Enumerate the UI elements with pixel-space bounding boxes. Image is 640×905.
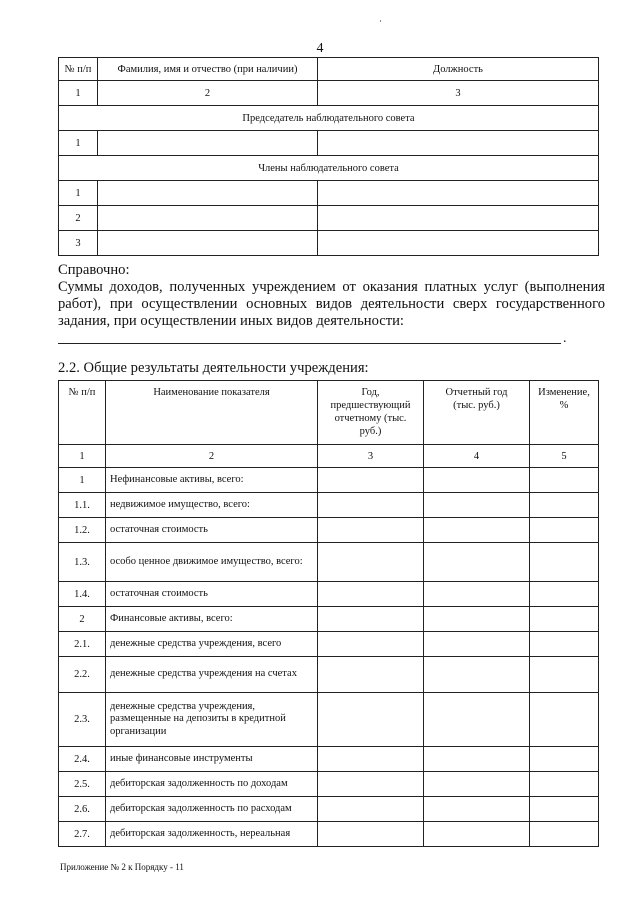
underline-end-mark: . [563, 331, 567, 346]
table-row [59, 772, 599, 797]
prev-year-cell[interactable] [318, 822, 424, 847]
prev-year-cell[interactable] [318, 543, 424, 582]
reference-note [58, 262, 605, 330]
name-cell[interactable] [98, 231, 318, 256]
table-row [59, 543, 599, 582]
row-number: 1.4. [59, 582, 106, 607]
table-row [59, 822, 599, 847]
row-number: 1 [59, 468, 106, 493]
indicator-name: остаточная стоимость [106, 582, 318, 607]
prev-year-cell[interactable] [318, 632, 424, 657]
position-cell[interactable] [318, 181, 599, 206]
column-header: Должность [318, 58, 599, 81]
report-year-cell[interactable] [424, 797, 530, 822]
column-numbering-row [59, 81, 599, 106]
table-row [59, 468, 599, 493]
table-row [59, 797, 599, 822]
supervisory-board-table [58, 57, 599, 256]
indicator-name: остаточная стоимость [106, 518, 318, 543]
section-row [59, 156, 599, 181]
column-header: Наименование показателя [106, 381, 318, 445]
scan-speck [380, 20, 381, 22]
row-number: 2.5. [59, 772, 106, 797]
indicator-name: иные финансовые инструменты [106, 747, 318, 772]
column-number: 5 [530, 445, 599, 468]
name-cell[interactable] [98, 181, 318, 206]
row-number: 1.1. [59, 493, 106, 518]
row-number: 1 [59, 131, 98, 156]
section-title-members: Члены наблюдательного совета [59, 156, 599, 181]
table-row [59, 206, 599, 231]
table-header-row [59, 58, 599, 81]
prev-year-cell[interactable] [318, 582, 424, 607]
column-header: Фамилия, имя и отчество (при наличии) [98, 58, 318, 81]
indicator-name: дебиторская задолженность, нереальная [106, 822, 318, 847]
note-title: Справочно: [58, 262, 130, 278]
report-year-cell[interactable] [424, 822, 530, 847]
table-header-row [59, 381, 599, 445]
indicator-name: денежные средства учреждения, размещенные на депозиты в кредитной организации [106, 693, 318, 747]
indicator-name: денежные средства учреждения на счетах [106, 657, 318, 693]
column-numbering-row [59, 445, 599, 468]
table-row [59, 747, 599, 772]
row-number: 2.7. [59, 822, 106, 847]
report-year-cell[interactable] [424, 582, 530, 607]
name-cell[interactable] [98, 206, 318, 231]
row-number: 2 [59, 607, 106, 632]
page-number: 4 [316, 41, 324, 56]
table-row [59, 493, 599, 518]
change-cell[interactable] [530, 822, 599, 847]
report-year-cell[interactable] [424, 772, 530, 797]
position-cell[interactable] [318, 206, 599, 231]
section-title-chairman: Председатель наблюдательного совета [59, 106, 599, 131]
prev-year-cell[interactable] [318, 493, 424, 518]
column-number: 3 [318, 445, 424, 468]
change-cell[interactable] [530, 797, 599, 822]
table-row [59, 693, 599, 747]
position-cell[interactable] [318, 131, 599, 156]
change-cell[interactable] [530, 657, 599, 693]
change-cell[interactable] [530, 607, 599, 632]
name-cell[interactable] [98, 131, 318, 156]
indicator-name: дебиторская задолженность по расходам [106, 797, 318, 822]
prev-year-cell[interactable] [318, 518, 424, 543]
row-number: 2.4. [59, 747, 106, 772]
indicator-name: Нефинансовые активы, всего: [106, 468, 318, 493]
row-number: 1.2. [59, 518, 106, 543]
report-year-cell[interactable] [424, 518, 530, 543]
change-cell[interactable] [530, 468, 599, 493]
change-cell[interactable] [530, 772, 599, 797]
activity-results-table [58, 380, 599, 847]
report-year-cell[interactable] [424, 493, 530, 518]
table-row [59, 582, 599, 607]
prev-year-cell[interactable] [318, 772, 424, 797]
prev-year-cell[interactable] [318, 693, 424, 747]
table-row [59, 632, 599, 657]
table-row [59, 657, 599, 693]
change-cell[interactable] [530, 632, 599, 657]
table-row [59, 607, 599, 632]
section-2-2-title: 2.2. Общие результаты деятельности учреждения: [58, 360, 369, 376]
prev-year-cell[interactable] [318, 747, 424, 772]
column-number: 1 [59, 81, 98, 106]
report-year-cell[interactable] [424, 607, 530, 632]
indicator-name: дебиторская задолженность по доходам [106, 772, 318, 797]
column-number: 2 [98, 81, 318, 106]
column-header: № п/п [59, 381, 106, 445]
column-number: 3 [318, 81, 599, 106]
change-cell[interactable] [530, 493, 599, 518]
table-row [59, 231, 599, 256]
row-number: 3 [59, 231, 98, 256]
row-number: 1.3. [59, 543, 106, 582]
indicator-name: Финансовые активы, всего: [106, 607, 318, 632]
row-number: 2.2. [59, 657, 106, 693]
change-cell[interactable] [530, 747, 599, 772]
row-number: 2.6. [59, 797, 106, 822]
row-number: 1 [59, 181, 98, 206]
table-row [59, 131, 599, 156]
column-header: Отчетный год (тыс. руб.) [424, 381, 530, 445]
section-row [59, 106, 599, 131]
indicator-name: особо ценное движимое имущество, всего: [106, 543, 318, 582]
prev-year-cell[interactable] [318, 657, 424, 693]
position-cell[interactable] [318, 231, 599, 256]
change-cell[interactable] [530, 582, 599, 607]
report-year-cell[interactable] [424, 747, 530, 772]
answer-underline[interactable] [58, 343, 561, 344]
report-year-cell[interactable] [424, 632, 530, 657]
indicator-name: денежные средства учреждения, всего [106, 632, 318, 657]
change-cell[interactable] [530, 543, 599, 582]
column-number: 4 [424, 445, 530, 468]
report-year-cell[interactable] [424, 693, 530, 747]
row-number: 2.3. [59, 693, 106, 747]
column-header: Изменение, % [530, 381, 599, 445]
indicator-name: недвижимое имущество, всего: [106, 493, 318, 518]
table-row [59, 518, 599, 543]
change-cell[interactable] [530, 518, 599, 543]
column-header: Год, предшествующий отчетному (тыс. руб.) [318, 381, 424, 445]
row-number: 2.1. [59, 632, 106, 657]
report-year-cell[interactable] [424, 657, 530, 693]
column-number: 1 [59, 445, 106, 468]
change-cell[interactable] [530, 693, 599, 747]
row-number: 2 [59, 206, 98, 231]
note-body: Суммы доходов, полученных учреждением от оказания платных услуг (выполнения работ), при осуществлении основных видов деятельности сверх государственного задания, при осуществлении иных видов деятельности: [58, 279, 605, 329]
prev-year-cell[interactable] [318, 607, 424, 632]
column-header: № п/п [59, 58, 98, 81]
report-year-cell[interactable] [424, 468, 530, 493]
page-footer: Приложение № 2 к Порядку - 11 [60, 862, 184, 872]
prev-year-cell[interactable] [318, 468, 424, 493]
column-number: 2 [106, 445, 318, 468]
table-row [59, 181, 599, 206]
report-year-cell[interactable] [424, 543, 530, 582]
prev-year-cell[interactable] [318, 797, 424, 822]
